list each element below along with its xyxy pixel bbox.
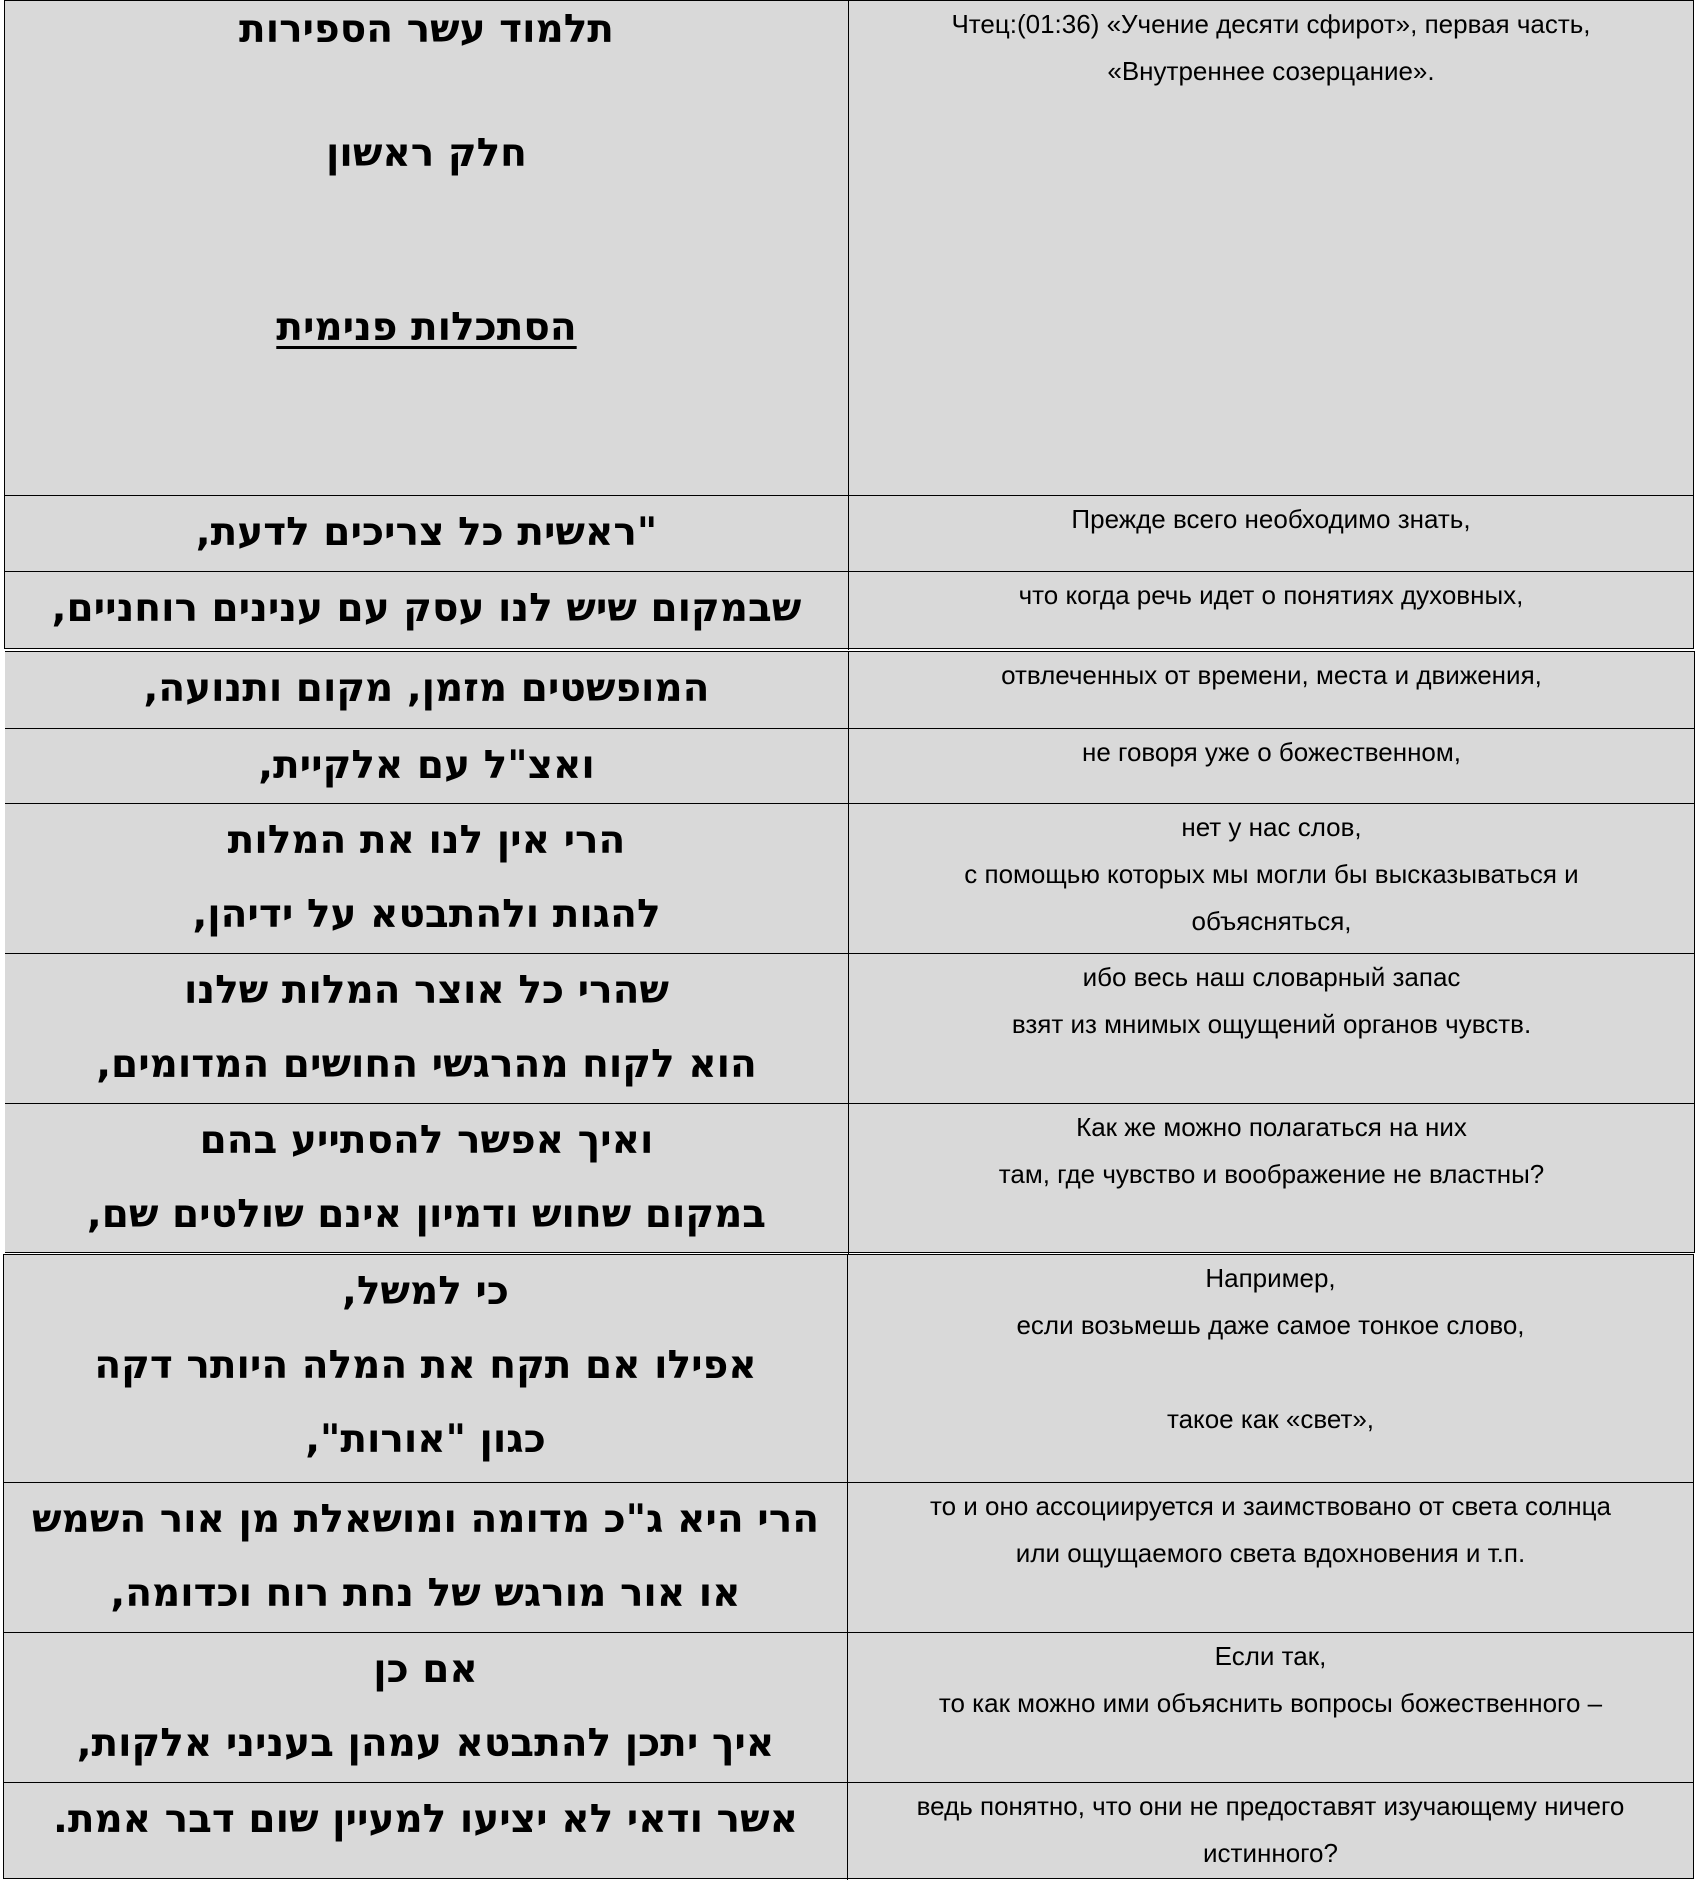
hebrew-cell bbox=[4, 1633, 847, 1782]
hebrew-blank bbox=[5, 183, 848, 241]
table-block-1 bbox=[4, 0, 1694, 649]
table-row bbox=[4, 1782, 1693, 1880]
russian-line: или ощущаемого света вдохновения и т.п. bbox=[1015, 1538, 1526, 1568]
hebrew-line: הוא לקוח מהרגשי החושים המדומים, bbox=[96, 1042, 757, 1087]
russian-line: Чтец:(01:36) «Учение десяти сфирот», первая часть, bbox=[951, 9, 1591, 39]
hebrew-cell bbox=[5, 1104, 848, 1254]
russian-line: что когда речь идет о понятиях духовных, bbox=[1018, 580, 1524, 610]
hebrew-cell bbox=[5, 804, 848, 953]
hebrew-cell bbox=[5, 954, 848, 1103]
russian-cell bbox=[848, 496, 1693, 571]
russian-line: нет у нас слов, bbox=[1181, 812, 1362, 842]
russian-line: с помощью которых мы могли бы высказываться и bbox=[964, 859, 1579, 889]
table-block-3 bbox=[3, 1254, 1694, 1879]
hebrew-line: איך יתכן להתבטא עמהן בעניני אלקות, bbox=[76, 1721, 775, 1766]
russian-cell bbox=[848, 804, 1694, 953]
russian-line: ведь понятно, что они не предоставят изучающему ничего bbox=[916, 1791, 1625, 1821]
hebrew-cell bbox=[5, 652, 848, 728]
hebrew-line: שהרי כל אוצר המלות שלנו bbox=[184, 968, 669, 1013]
russian-cell bbox=[848, 1104, 1694, 1254]
russian-line: взят из мнимых ощущений органов чувств. bbox=[1011, 1009, 1532, 1039]
table-row bbox=[5, 495, 1693, 571]
hebrew-blank bbox=[5, 241, 848, 299]
table-row bbox=[5, 571, 1693, 650]
hebrew-line: הרי אין לנו את המלות bbox=[227, 818, 626, 863]
hebrew-line: במקום שחוש ודמיון אינם שולטים שם, bbox=[86, 1192, 767, 1237]
russian-cell bbox=[848, 729, 1694, 803]
hebrew-title: תלמוד עשר הספירות bbox=[239, 7, 614, 52]
russian-cell bbox=[847, 1255, 1693, 1482]
russian-line: там, где чувство и воображение не властны? bbox=[998, 1159, 1545, 1189]
table-row bbox=[4, 1632, 1693, 1782]
russian-cell bbox=[848, 652, 1694, 728]
russian-line: не говоря уже о божественном, bbox=[1082, 737, 1461, 767]
russian-line: Например, bbox=[1205, 1263, 1336, 1293]
hebrew-cell bbox=[5, 1, 848, 495]
russian-cell bbox=[847, 1783, 1693, 1880]
hebrew-cell bbox=[5, 496, 848, 571]
hebrew-line: אם כן bbox=[373, 1647, 478, 1692]
hebrew-cell bbox=[4, 1255, 847, 1482]
table-row bbox=[4, 1482, 1693, 1632]
russian-line: «Внутреннее созерцание». bbox=[1107, 56, 1435, 86]
table-row bbox=[5, 953, 1694, 1103]
russian-line: объясняться, bbox=[1191, 906, 1352, 936]
russian-line: ибо весь наш словарный запас bbox=[1082, 962, 1461, 992]
hebrew-line: אשר ודאי לא יציעו למעיין שום דבר אמת. bbox=[53, 1797, 798, 1842]
russian-blank bbox=[848, 1349, 1693, 1396]
russian-line: то и оно ассоциируется и заимствовано от света солнца bbox=[929, 1491, 1612, 1521]
hebrew-line: או אור מורגש של נחת רוח וכדומה, bbox=[110, 1571, 741, 1616]
russian-line: то как можно ими объяснить вопросы божественного – bbox=[938, 1688, 1603, 1718]
hebrew-line: "ראשית כל צריכים לדעת, bbox=[195, 510, 658, 555]
russian-cell bbox=[848, 954, 1694, 1103]
hebrew-line: ואצ"ל עם אלקיית, bbox=[258, 743, 595, 788]
russian-line: такое как «свет», bbox=[1166, 1404, 1375, 1434]
hebrew-line: שבמקום שיש לנו עסק עם ענינים רוחניים, bbox=[51, 586, 802, 631]
hebrew-blank bbox=[5, 59, 848, 117]
russian-line: Прежде всего необходимо знать, bbox=[1071, 504, 1471, 534]
table-block-2 bbox=[5, 651, 1695, 1253]
table-row bbox=[4, 1255, 1693, 1482]
table-row bbox=[5, 1, 1693, 495]
hebrew-line: המופשטים מזמן, מקום ותנועה, bbox=[143, 666, 710, 711]
russian-line: истинного? bbox=[1203, 1838, 1338, 1868]
hebrew-line: הרי היא ג"כ מדומה ומושאלת מן אור השמש bbox=[31, 1497, 820, 1542]
hebrew-line: כגון "אורות", bbox=[305, 1417, 546, 1462]
hebrew-section-title: הסתכלות פנימית bbox=[276, 305, 577, 350]
hebrew-line: אפילו אם תקח את המלה היותר דקה bbox=[94, 1343, 757, 1388]
hebrew-line: כי למשל, bbox=[342, 1269, 509, 1314]
table-row bbox=[5, 728, 1694, 803]
russian-cell bbox=[847, 1483, 1693, 1632]
russian-line: если возьмешь даже самое тонкое слово, bbox=[1016, 1310, 1525, 1340]
hebrew-cell bbox=[5, 572, 848, 650]
hebrew-cell bbox=[5, 729, 848, 803]
hebrew-line: להגות ולהתבטא על ידיהן, bbox=[192, 892, 661, 937]
hebrew-line: ואיך אפשר להסתייע בהם bbox=[199, 1118, 654, 1163]
russian-line: отвлеченных от времени, места и движения, bbox=[1001, 660, 1542, 690]
russian-line: Как же можно полагаться на них bbox=[1076, 1112, 1467, 1142]
hebrew-cell bbox=[4, 1783, 847, 1880]
russian-cell bbox=[847, 1633, 1693, 1782]
russian-cell bbox=[848, 572, 1693, 650]
table-row bbox=[5, 1103, 1694, 1254]
russian-line: Если так, bbox=[1214, 1641, 1327, 1671]
russian-cell bbox=[848, 1, 1693, 495]
hebrew-part: חלק ראשון bbox=[326, 131, 527, 176]
table-row bbox=[5, 652, 1694, 728]
table-row bbox=[5, 803, 1694, 953]
hebrew-cell bbox=[4, 1483, 847, 1632]
